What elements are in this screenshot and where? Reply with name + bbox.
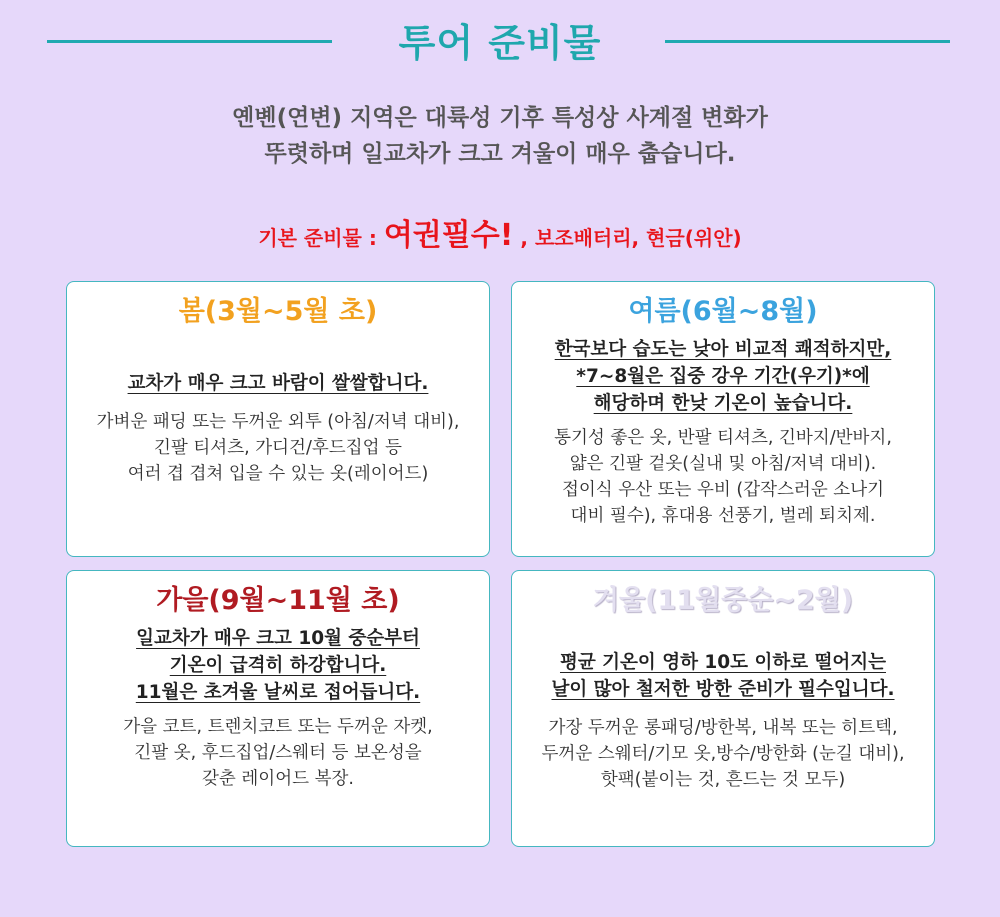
card-title: 겨울(11월중순~2월) <box>592 585 854 616</box>
body-line: 긴팔 옷, 후드집업/스웨터 등 보온성을 <box>134 743 422 763</box>
card-title: 여름(6월~8월) <box>628 296 818 327</box>
body-line: 두꺼운 스웨터/기모 옷,방수/방한화 (눈길 대비), <box>541 744 905 764</box>
card-lead <box>67 370 489 397</box>
summer-card <box>511 281 935 557</box>
card-body <box>512 715 934 793</box>
card-body <box>512 425 934 529</box>
lead-line: 해당하며 한낮 기온이 높습니다. <box>593 393 853 414</box>
intro-line: 옌볜(연변) 지역은 대륙성 기후 특성상 사계절 변화가 <box>232 105 768 131</box>
body-line: 가벼운 패딩 또는 두꺼운 외투 (아침/저녁 대비), <box>96 412 460 432</box>
lead-line: 날이 많아 철저한 방한 준비가 필수입니다. <box>551 679 895 700</box>
intro-line: 뚜렷하며 일교차가 크고 겨울이 매우 춥습니다. <box>264 141 736 167</box>
body-line: 대비 필수), 휴대용 선풍기, 벌레 퇴치제. <box>570 506 876 526</box>
basic-items-label: 기본 준비물 : <box>258 226 384 250</box>
card-body <box>67 409 489 487</box>
body-line: 긴팔 티셔츠, 가디건/후드집업 등 <box>154 438 402 458</box>
intro-text <box>0 100 1000 172</box>
basic-items-rest: , 보조배터리, 현금(위안) <box>513 226 742 250</box>
spring-card <box>66 281 490 557</box>
body-line: 얇은 긴팔 겉옷(실내 및 아침/저녁 대비). <box>569 454 877 474</box>
autumn-card <box>66 570 490 847</box>
lead-line: 일교차가 매우 크고 10월 중순부터 <box>136 628 420 649</box>
card-title: 봄(3월~5월 초) <box>178 296 378 327</box>
lead-line: 한국보다 습도는 낮아 비교적 쾌적하지만, <box>554 339 892 360</box>
body-line: 접이식 우산 또는 우비 (갑작스러운 소나기 <box>561 480 885 500</box>
basic-items <box>0 210 1000 254</box>
header <box>0 10 1000 70</box>
lead-line: 11월은 초겨울 날씨로 접어듭니다. <box>135 682 421 703</box>
body-line: 갖춘 레이어드 복장. <box>202 769 354 789</box>
lead-line: 기온이 급격히 하강합니다. <box>169 655 387 676</box>
body-line: 통기성 좋은 옷, 반팔 티셔츠, 긴바지/반바지, <box>554 428 892 448</box>
card-lead <box>512 336 934 417</box>
body-line: 가을 코트, 트렌치코트 또는 두꺼운 자켓, <box>123 717 433 737</box>
lead-line: 평균 기온이 영하 10도 이하로 떨어지는 <box>559 652 886 673</box>
body-line: 가장 두꺼운 롱패딩/방한복, 내복 또는 히트텍, <box>548 718 898 738</box>
winter-card <box>511 570 935 847</box>
lead-line: *7~8월은 집중 강우 기간(우기)*에 <box>576 366 870 387</box>
lead-line: 교차가 매우 크고 바람이 쌀쌀합니다. <box>127 373 429 394</box>
page-title: 투어 준비물 <box>398 21 602 65</box>
card-title: 가을(9월~11월 초) <box>156 585 400 616</box>
card-body <box>67 714 489 792</box>
header-line-right <box>665 40 950 43</box>
card-lead <box>512 649 934 703</box>
card-lead <box>67 625 489 706</box>
passport-required: 여권필수! <box>383 218 514 253</box>
body-line: 핫팩(붙이는 것, 흔드는 것 모두) <box>600 770 846 790</box>
body-line: 여러 겹 겹쳐 입을 수 있는 옷(레이어드) <box>127 464 429 484</box>
